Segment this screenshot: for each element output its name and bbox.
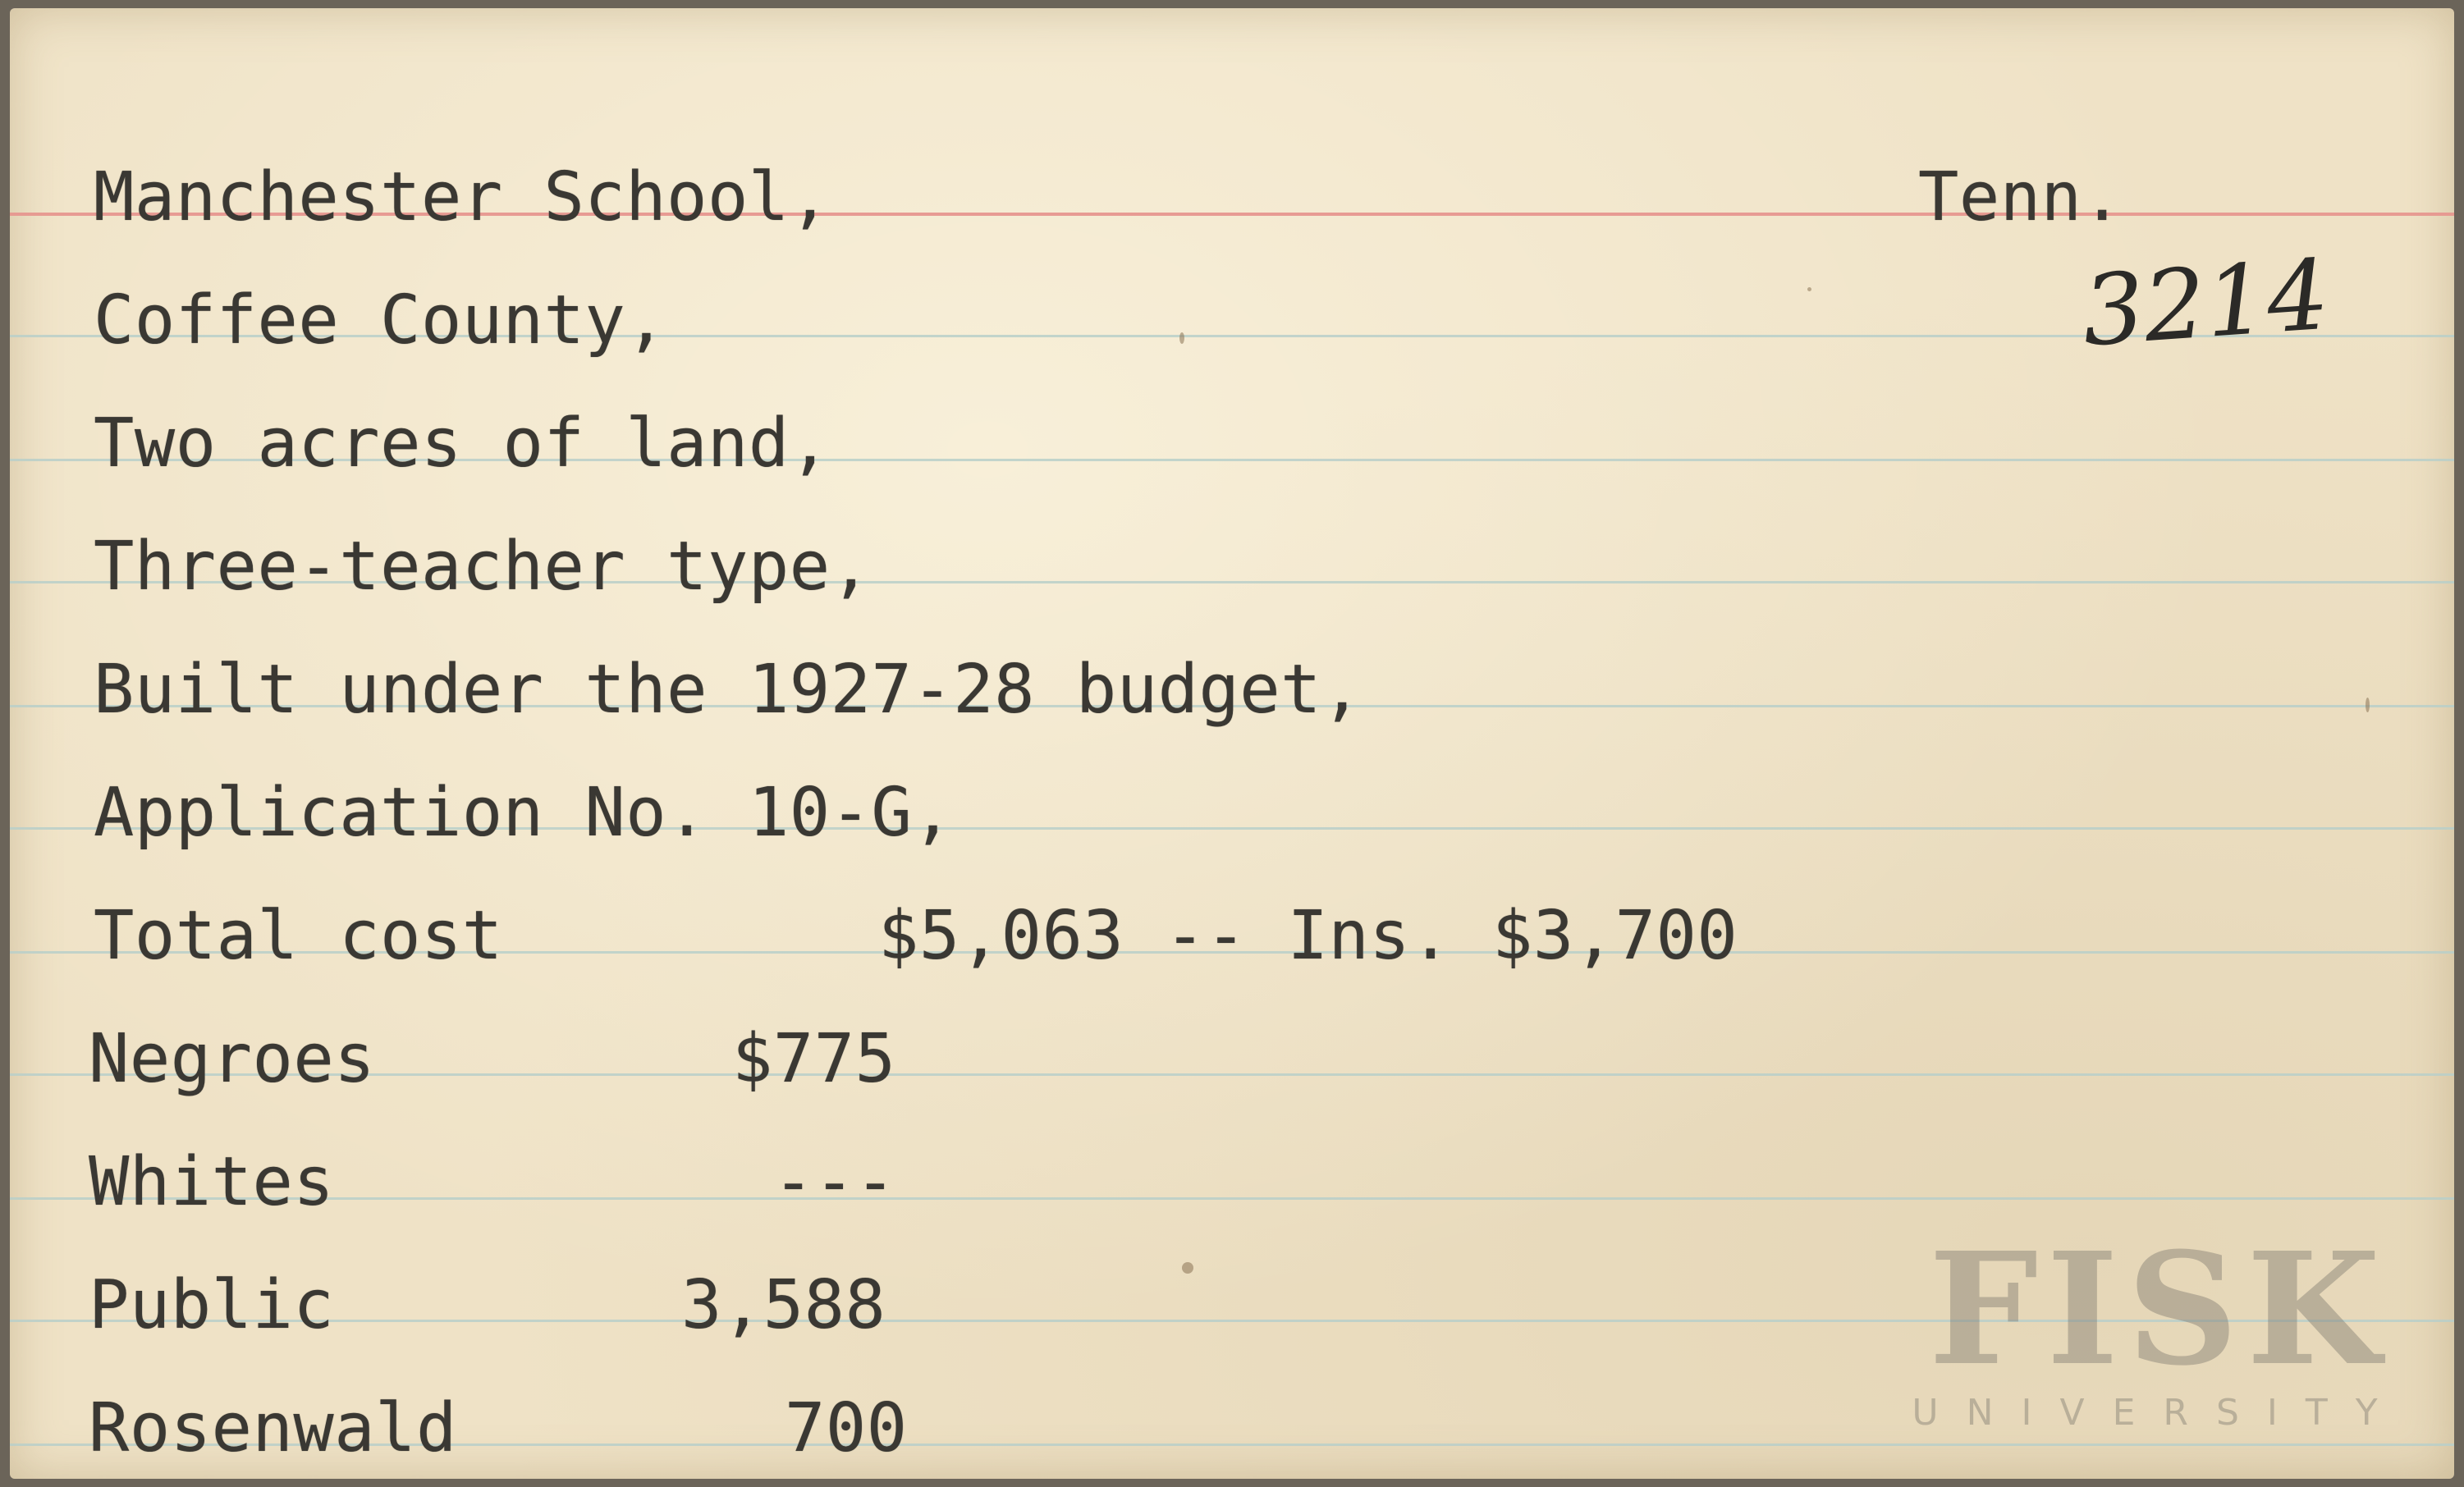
funding-label-rosenwald: Rosenwald xyxy=(89,1389,457,1467)
funding-label-public: Public xyxy=(89,1266,335,1344)
land-line: Two acres of land, xyxy=(94,405,831,483)
logo-wordmark: FISK xyxy=(1928,1219,2389,1400)
paper-speck xyxy=(1182,1262,1193,1274)
paper-speck xyxy=(1807,287,1811,291)
logo-subtitle: UNIVERSITY xyxy=(1912,1392,2406,1434)
total-cost-label: Total cost xyxy=(94,897,503,975)
funding-value-whites: --- xyxy=(773,1143,896,1221)
state-abbrev: Tenn. xyxy=(1918,158,2123,236)
ruled-line xyxy=(10,1197,2454,1200)
county-line: Coffee County, xyxy=(94,281,667,359)
paper-speck xyxy=(1179,332,1184,344)
total-cost-value: $5,063 -- Ins. $3,700 xyxy=(878,897,1738,975)
funding-label-negroes: Negroes xyxy=(89,1020,376,1098)
funding-value-negroes: $775 xyxy=(732,1020,896,1098)
funding-label-whites: Whites xyxy=(89,1143,335,1221)
fisk-university-logo xyxy=(1880,1219,2454,1462)
paper-speck xyxy=(2366,698,2370,712)
funding-value-rosenwald: 700 xyxy=(785,1389,908,1467)
budget-line: Built under the 1927-28 budget, xyxy=(94,651,1363,729)
ruled-line xyxy=(10,1073,2454,1076)
card-number-handwritten: 3214 xyxy=(2078,237,2333,368)
type-line: Three-teacher type, xyxy=(94,528,872,606)
school-name: Manchester School, xyxy=(94,158,831,236)
index-card xyxy=(10,8,2454,1479)
application-line: Application No. 10-G, xyxy=(94,774,954,852)
funding-value-public: 3,588 xyxy=(681,1266,886,1344)
